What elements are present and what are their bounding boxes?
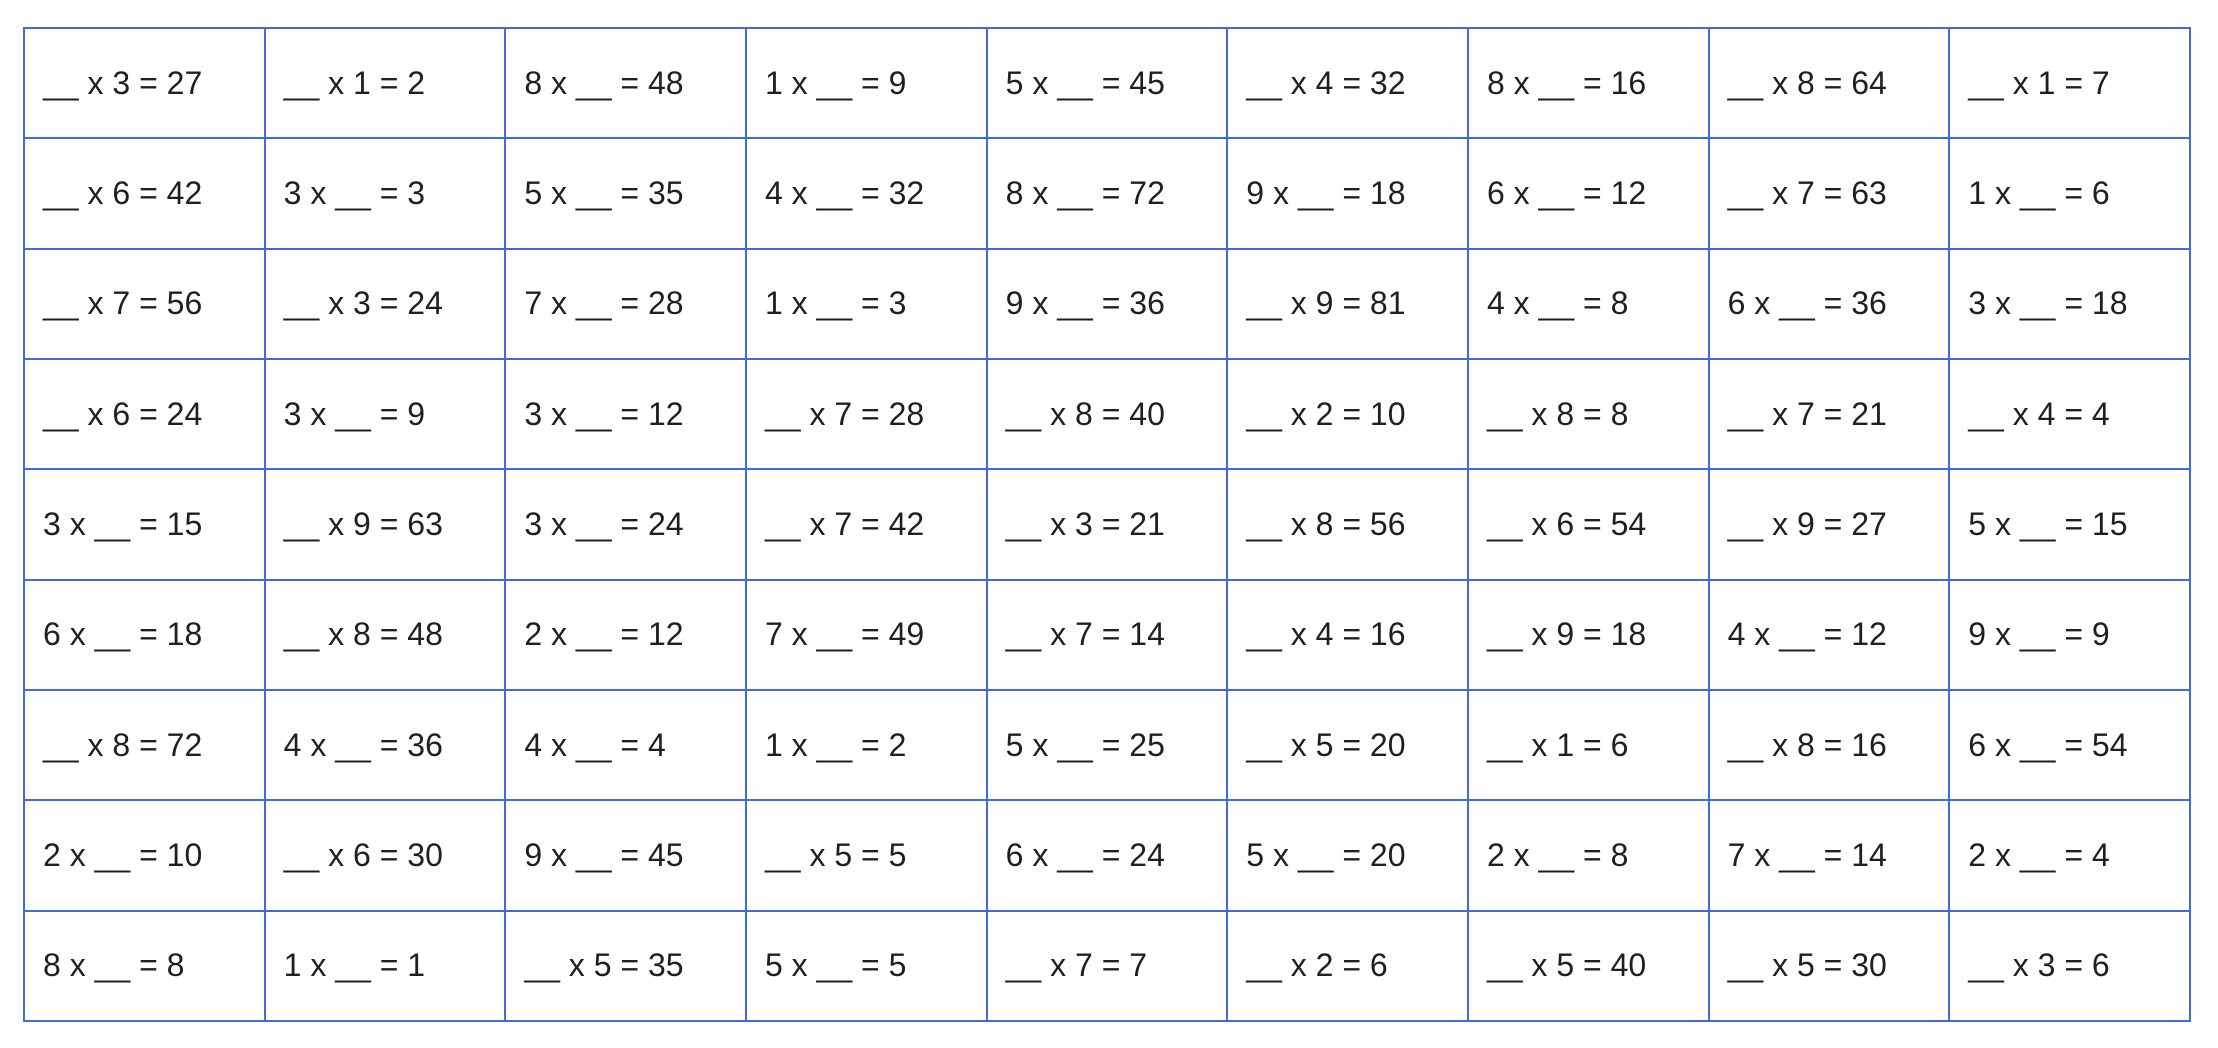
- fact-cell: 2 x __ = 4: [1949, 800, 2190, 910]
- fact-cell: 5 x __ = 15: [1949, 469, 2190, 579]
- fact-cell: 1 x __ = 9: [746, 28, 987, 138]
- fact-cell: 2 x __ = 12: [505, 580, 746, 690]
- fact-cell: __ x 8 = 64: [1709, 28, 1950, 138]
- table-row: [24, 469, 2190, 579]
- fact-cell: __ x 5 = 30: [1709, 911, 1950, 1021]
- table-row: [24, 249, 2190, 359]
- fact-cell: __ x 9 = 27: [1709, 469, 1950, 579]
- fact-cell: __ x 3 = 27: [24, 28, 265, 138]
- fact-cell: __ x 7 = 56: [24, 249, 265, 359]
- fact-cell: __ x 3 = 24: [265, 249, 506, 359]
- table-row: [24, 580, 2190, 690]
- fact-cell: 6 x __ = 18: [24, 580, 265, 690]
- fact-cell: 4 x __ = 12: [1709, 580, 1950, 690]
- fact-cell: 3 x __ = 9: [265, 359, 506, 469]
- fact-cell: __ x 4 = 4: [1949, 359, 2190, 469]
- fact-cell: 8 x __ = 8: [24, 911, 265, 1021]
- fact-cell: __ x 3 = 6: [1949, 911, 2190, 1021]
- fact-cell: 3 x __ = 3: [265, 138, 506, 248]
- fact-cell: __ x 7 = 63: [1709, 138, 1950, 248]
- fact-cell: 1 x __ = 2: [746, 690, 987, 800]
- fact-cell: 1 x __ = 1: [265, 911, 506, 1021]
- fact-cell: 5 x __ = 5: [746, 911, 987, 1021]
- fact-cell: 6 x __ = 12: [1468, 138, 1709, 248]
- fact-cell: 2 x __ = 8: [1468, 800, 1709, 910]
- table-row: [24, 800, 2190, 910]
- fact-cell: 9 x __ = 45: [505, 800, 746, 910]
- fact-cell: __ x 6 = 30: [265, 800, 506, 910]
- multiplication-worksheet: [23, 27, 2191, 1022]
- fact-cell: __ x 8 = 8: [1468, 359, 1709, 469]
- fact-cell: __ x 5 = 40: [1468, 911, 1709, 1021]
- fact-cell: __ x 7 = 7: [987, 911, 1228, 1021]
- fact-cell: __ x 5 = 35: [505, 911, 746, 1021]
- fact-cell: 1 x __ = 3: [746, 249, 987, 359]
- fact-cell: __ x 2 = 6: [1227, 911, 1468, 1021]
- fact-cell: 4 x __ = 4: [505, 690, 746, 800]
- fact-cell: 4 x __ = 36: [265, 690, 506, 800]
- fact-cell: 9 x __ = 36: [987, 249, 1228, 359]
- fact-cell: 9 x __ = 18: [1227, 138, 1468, 248]
- fact-cell: __ x 6 = 54: [1468, 469, 1709, 579]
- fact-cell: __ x 3 = 21: [987, 469, 1228, 579]
- fact-cell: __ x 9 = 63: [265, 469, 506, 579]
- fact-cell: __ x 5 = 20: [1227, 690, 1468, 800]
- fact-cell: __ x 2 = 10: [1227, 359, 1468, 469]
- table-row: [24, 690, 2190, 800]
- fact-cell: __ x 9 = 18: [1468, 580, 1709, 690]
- fact-cell: 4 x __ = 8: [1468, 249, 1709, 359]
- fact-cell: __ x 7 = 21: [1709, 359, 1950, 469]
- fact-cell: __ x 1 = 7: [1949, 28, 2190, 138]
- fact-cell: 1 x __ = 6: [1949, 138, 2190, 248]
- fact-cell: 3 x __ = 18: [1949, 249, 2190, 359]
- fact-cell: 6 x __ = 36: [1709, 249, 1950, 359]
- fact-cell: 8 x __ = 16: [1468, 28, 1709, 138]
- fact-cell: __ x 1 = 6: [1468, 690, 1709, 800]
- fact-cell: 3 x __ = 12: [505, 359, 746, 469]
- fact-cell: __ x 6 = 24: [24, 359, 265, 469]
- fact-cell: __ x 8 = 40: [987, 359, 1228, 469]
- fact-cell: 8 x __ = 48: [505, 28, 746, 138]
- table-row: [24, 911, 2190, 1021]
- multiplication-facts-table: [23, 27, 2191, 1022]
- fact-cell: __ x 9 = 81: [1227, 249, 1468, 359]
- fact-cell: __ x 6 = 42: [24, 138, 265, 248]
- fact-cell: 5 x __ = 25: [987, 690, 1228, 800]
- fact-cell: 2 x __ = 10: [24, 800, 265, 910]
- table-row: [24, 359, 2190, 469]
- fact-cell: __ x 8 = 16: [1709, 690, 1950, 800]
- fact-cell: __ x 1 = 2: [265, 28, 506, 138]
- fact-cell: __ x 8 = 56: [1227, 469, 1468, 579]
- table-row: [24, 138, 2190, 248]
- fact-cell: __ x 4 = 16: [1227, 580, 1468, 690]
- fact-cell: __ x 5 = 5: [746, 800, 987, 910]
- fact-cell: __ x 4 = 32: [1227, 28, 1468, 138]
- fact-cell: __ x 7 = 28: [746, 359, 987, 469]
- fact-cell: __ x 8 = 72: [24, 690, 265, 800]
- fact-cell: 8 x __ = 72: [987, 138, 1228, 248]
- fact-cell: 9 x __ = 9: [1949, 580, 2190, 690]
- fact-cell: 7 x __ = 49: [746, 580, 987, 690]
- fact-cell: 3 x __ = 24: [505, 469, 746, 579]
- fact-cell: 6 x __ = 54: [1949, 690, 2190, 800]
- fact-cell: __ x 7 = 14: [987, 580, 1228, 690]
- fact-cell: 5 x __ = 35: [505, 138, 746, 248]
- fact-cell: 7 x __ = 14: [1709, 800, 1950, 910]
- fact-cell: 5 x __ = 20: [1227, 800, 1468, 910]
- fact-cell: 4 x __ = 32: [746, 138, 987, 248]
- fact-cell: 3 x __ = 15: [24, 469, 265, 579]
- table-row: [24, 28, 2190, 138]
- fact-cell: __ x 7 = 42: [746, 469, 987, 579]
- fact-cell: 5 x __ = 45: [987, 28, 1228, 138]
- fact-cell: 7 x __ = 28: [505, 249, 746, 359]
- fact-cell: __ x 8 = 48: [265, 580, 506, 690]
- fact-cell: 6 x __ = 24: [987, 800, 1228, 910]
